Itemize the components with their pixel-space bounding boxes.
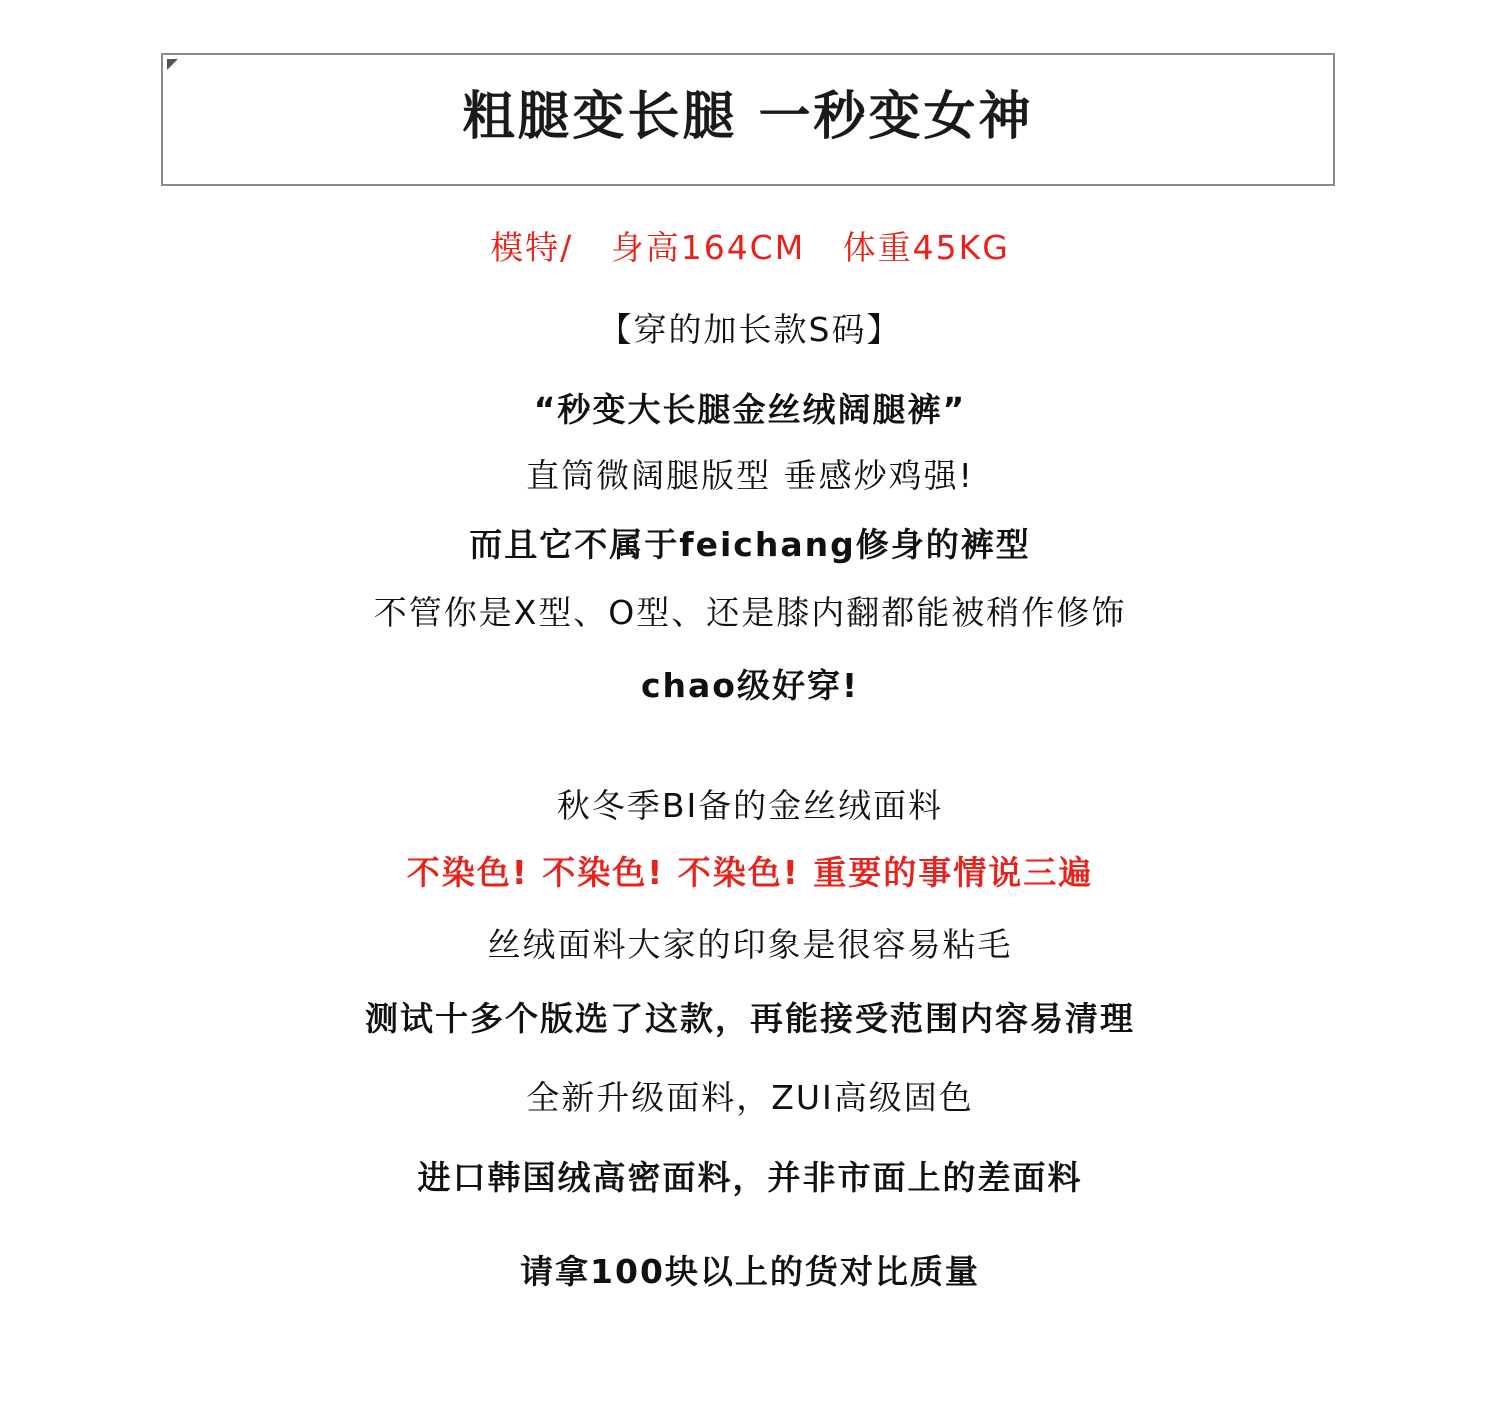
text-line-comfort: chao级好穿! [640,666,860,705]
no-dye-notice: 不染色! 不染色! 不染色! 重要的事情说三遍 [406,853,1094,892]
text-line-test: 测试十多个版选了这款，再能接受范围内容易清理 [365,999,1135,1038]
text-line-fabric: 秋冬季BI备的金丝绒面料 [556,786,944,825]
text-line-lint: 丝绒面料大家的印象是很容易粘毛 [487,925,1013,964]
product-headline: “秒变大长腿金丝绒阔腿裤” [533,390,967,429]
page-title: 粗腿变长腿 一秒变女神 [462,86,1034,147]
text-line-compare: 请拿100块以上的货对比质量 [520,1252,980,1291]
text-line-upgrade: 全新升级面料，ZUI高级固色 [526,1078,974,1117]
text-line-fit: 直筒微阔腿版型 垂感炒鸡强! [526,456,974,495]
model-info: 模特/ 身高164CM 体重45KG [490,228,1010,267]
text-line-legs: 不管你是X型、O型、还是膝内翻都能被稍作修饰 [373,593,1127,632]
title-banner [161,53,1335,186]
text-line-import: 进口韩国绒高密面料，并非市面上的差面料 [417,1158,1083,1197]
corner-triangle-icon [167,59,178,70]
text-line-cut: 而且它不属于feichang修身的裤型 [469,525,1031,564]
size-note: 【穿的加长款S码】 [598,310,902,349]
